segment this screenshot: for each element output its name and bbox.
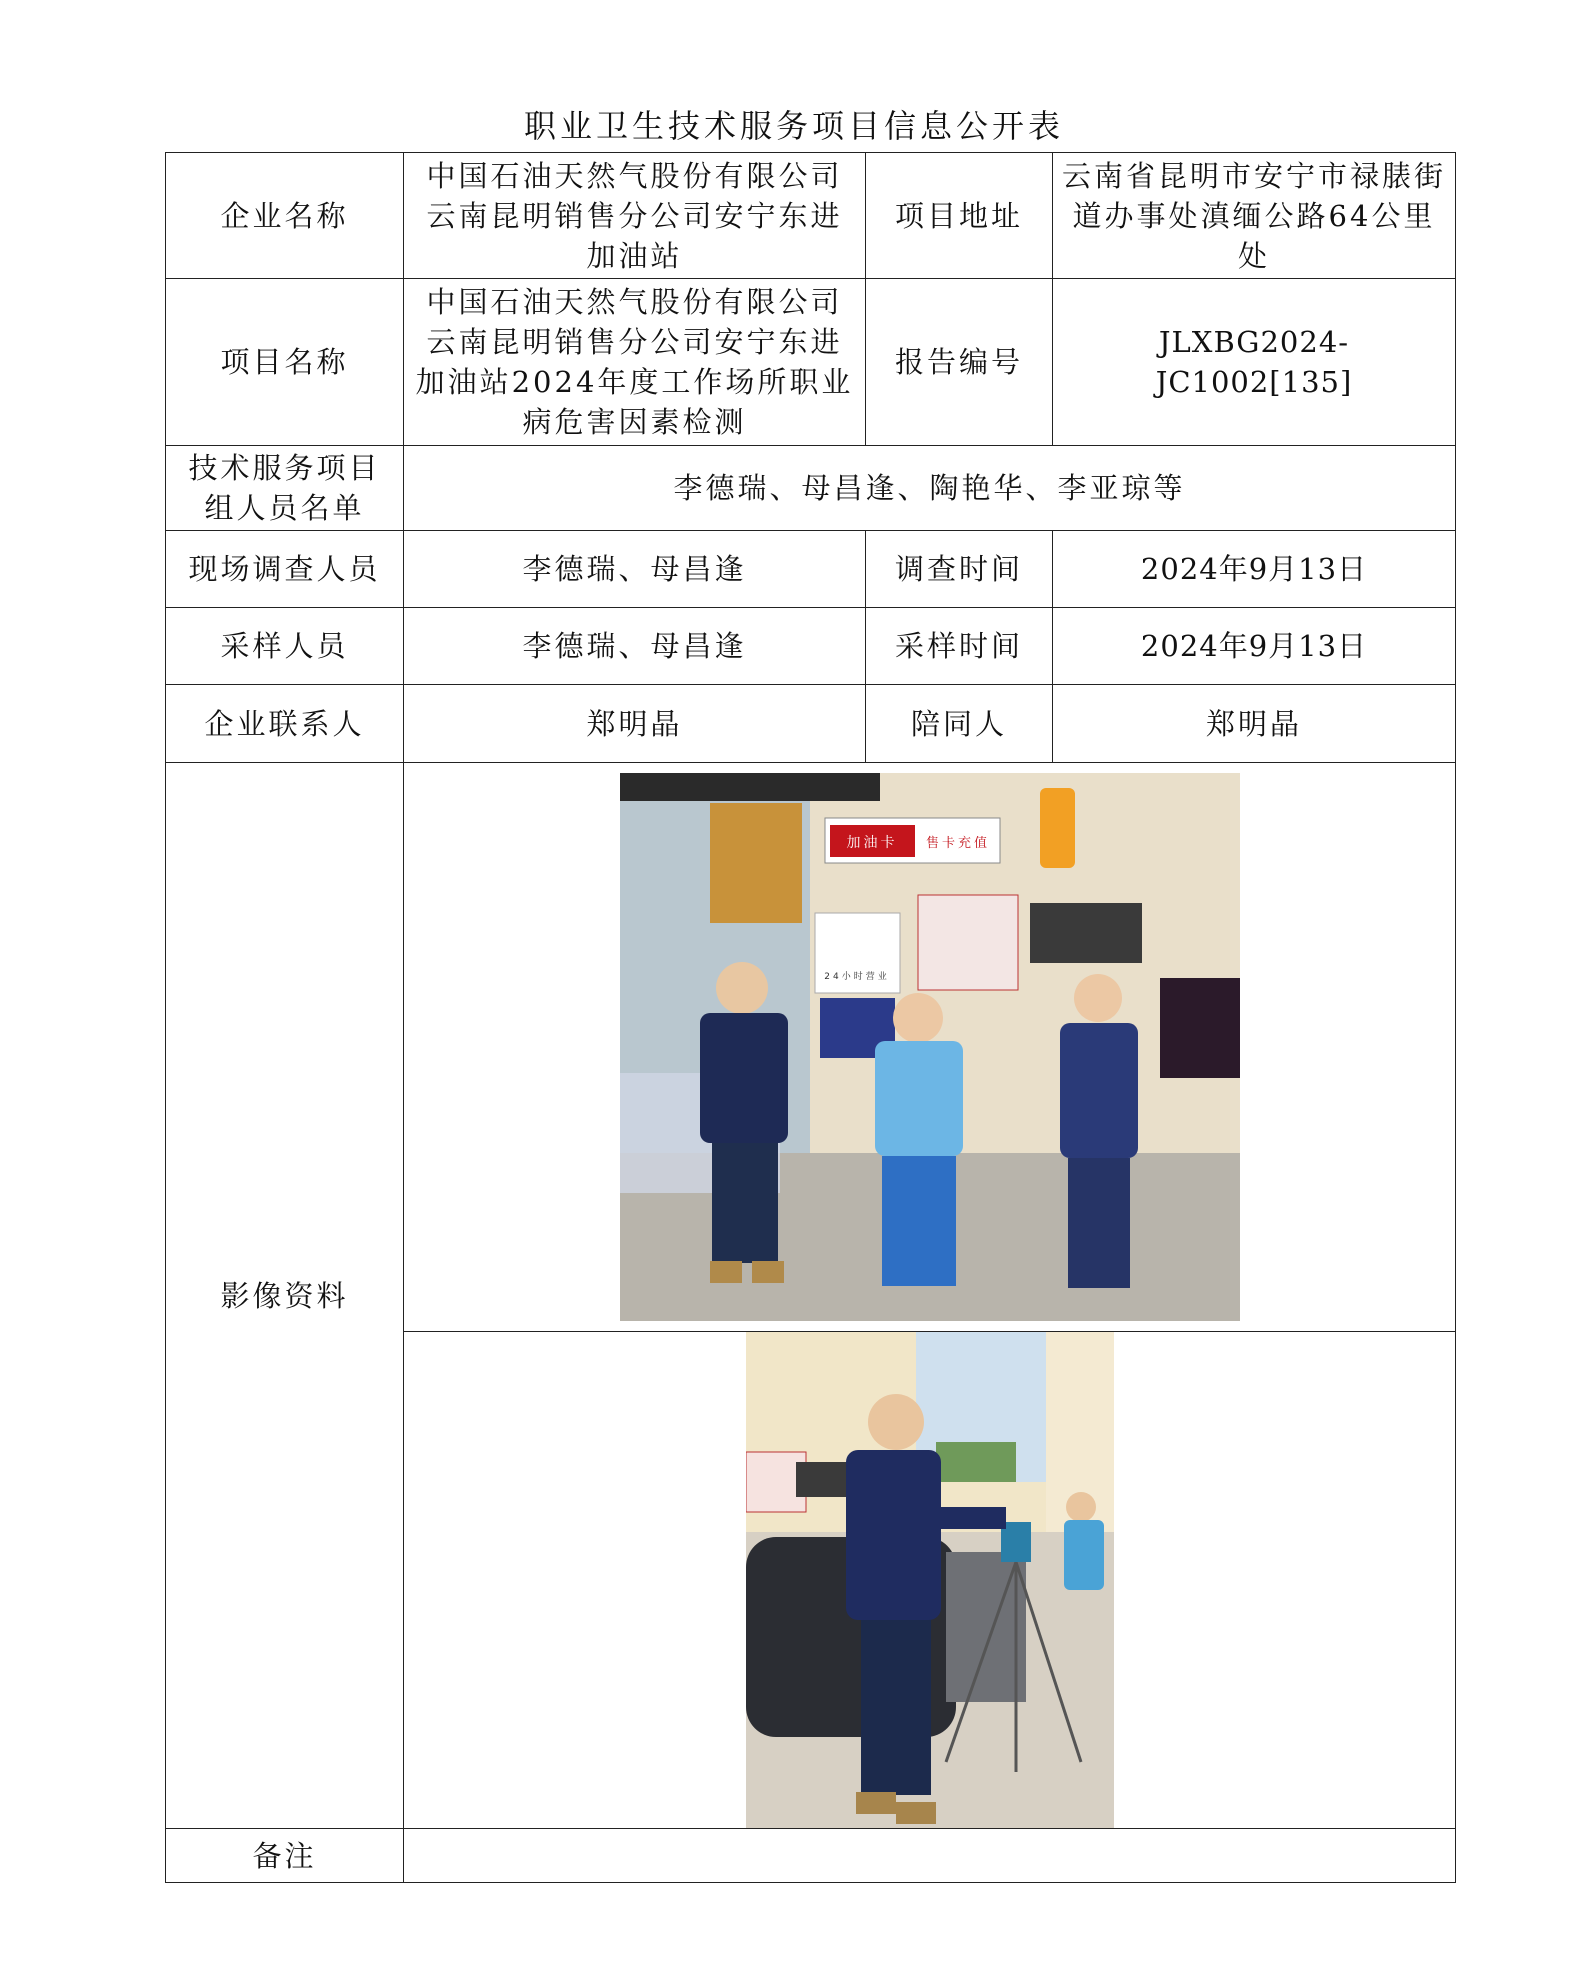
team-label: 技术服务项目组人员名单 xyxy=(166,446,404,531)
info-table xyxy=(165,152,1456,1883)
sign-fuel-card-text: 加油卡 xyxy=(846,835,897,851)
photo-cell-group xyxy=(404,763,1456,1332)
remarks-value xyxy=(404,1829,1456,1883)
escort-label: 陪同人 xyxy=(866,685,1053,763)
escort-value: 郑明晶 xyxy=(1053,685,1456,763)
address-value: 云南省昆明市安宁市禄脿街道办事处滇缅公路64公里处 xyxy=(1053,153,1456,279)
sampling-time-label: 采样时间 xyxy=(866,608,1053,685)
contact-label: 企业联系人 xyxy=(166,685,404,763)
sampling-time-value: 2024年9月13日 xyxy=(1053,608,1456,685)
team-value: 李德瑞、母昌逢、陶艳华、李亚琼等 xyxy=(404,446,1456,531)
address-label: 项目地址 xyxy=(866,153,1053,279)
survey-time-value: 2024年9月13日 xyxy=(1053,531,1456,608)
sampling-people-label: 采样人员 xyxy=(166,608,404,685)
group-photo-image xyxy=(620,773,1240,1321)
sampling-people-value: 李德瑞、母昌逢 xyxy=(404,608,866,685)
photo-cell-inspection xyxy=(404,1332,1456,1829)
survey-people-label: 现场调查人员 xyxy=(166,531,404,608)
sign-24h-text: 24小时营业 xyxy=(823,972,890,982)
survey-people-value: 李德瑞、母昌逢 xyxy=(404,531,866,608)
images-label: 影像资料 xyxy=(166,763,404,1829)
sign-recharge-text: 售卡充值 xyxy=(925,836,990,851)
report-label: 报告编号 xyxy=(866,279,1053,446)
report-value: JLXBG2024-JC1002[135] xyxy=(1053,279,1456,446)
company-value: 中国石油天然气股份有限公司云南昆明销售分公司安宁东进加油站 xyxy=(404,153,866,279)
sampling-photo-image xyxy=(746,1332,1114,1828)
company-label: 企业名称 xyxy=(166,153,404,279)
project-label: 项目名称 xyxy=(166,279,404,446)
remarks-label: 备注 xyxy=(166,1829,404,1883)
project-value: 中国石油天然气股份有限公司云南昆明销售分公司安宁东进加油站2024年度工作场所职业病危害因素检测 xyxy=(404,279,866,446)
survey-time-label: 调查时间 xyxy=(866,531,1053,608)
contact-value: 郑明晶 xyxy=(404,685,866,763)
document-title: 职业卫生技术服务项目信息公开表 xyxy=(523,107,1064,145)
